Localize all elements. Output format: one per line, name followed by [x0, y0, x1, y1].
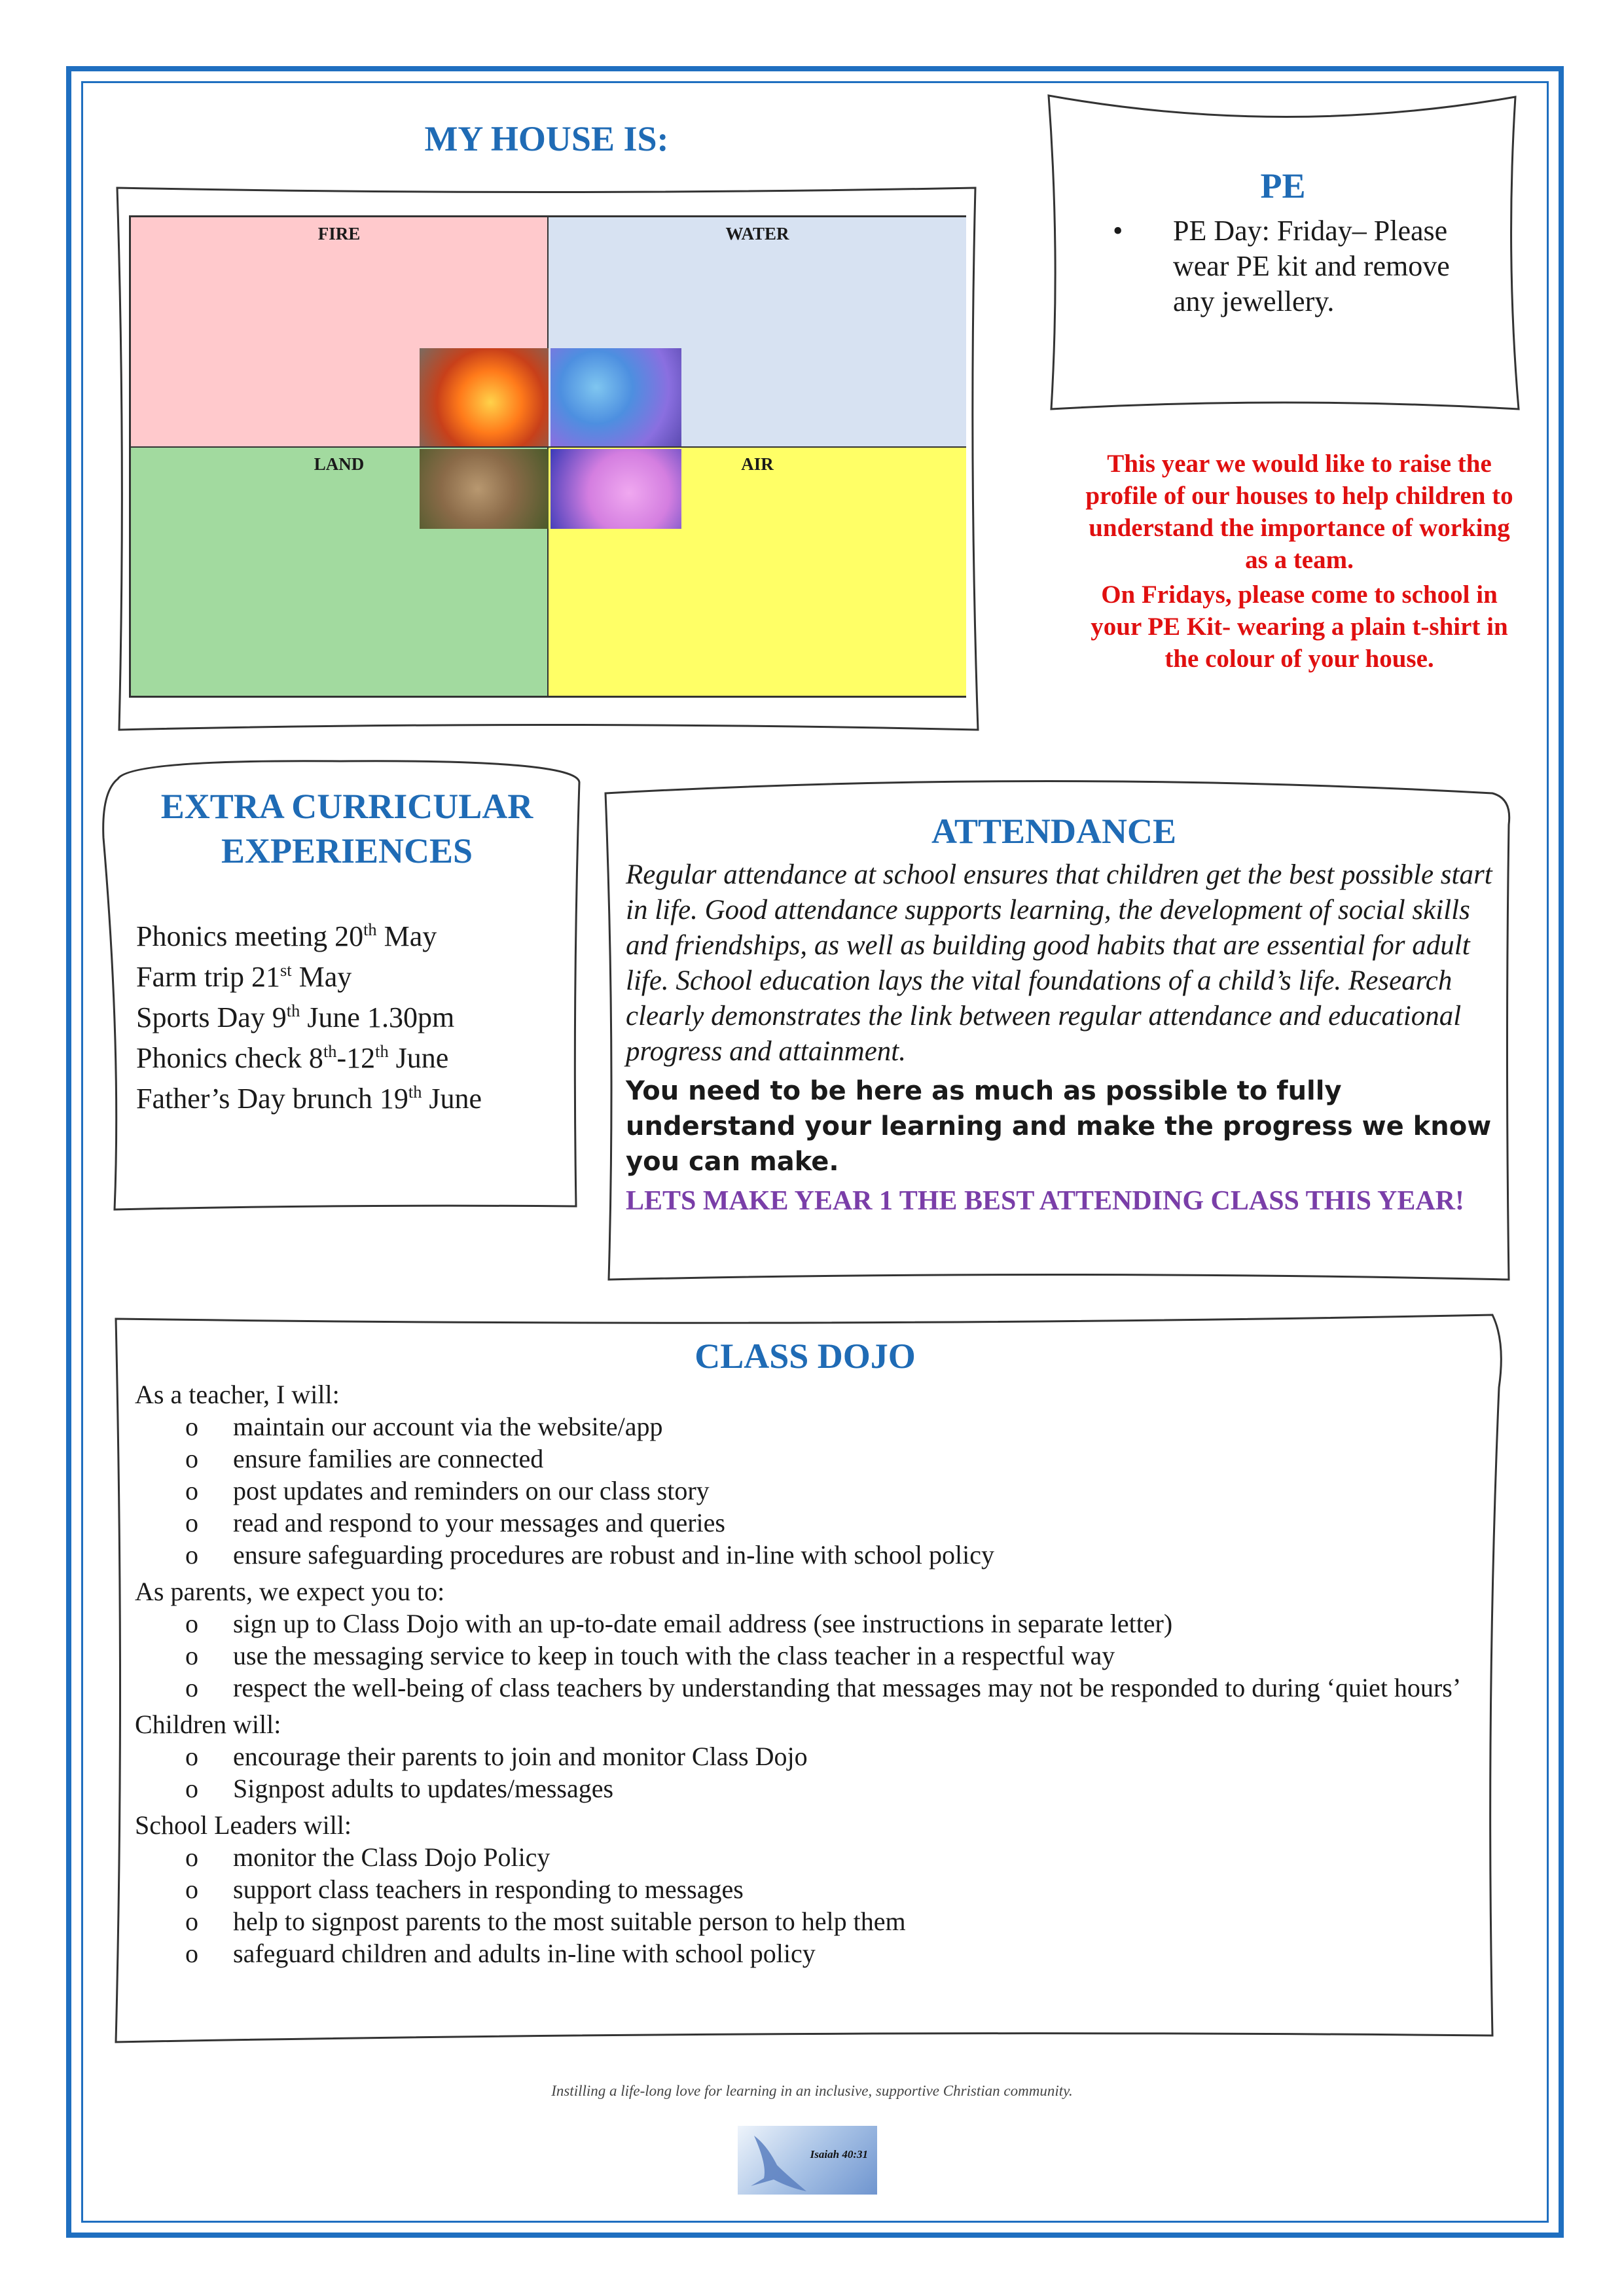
house-air-label: AIR: [741, 454, 774, 474]
house-notice: [1080, 448, 1519, 675]
attendance-body: [626, 857, 1503, 1219]
circle-bullet-icon: o: [185, 1476, 198, 1505]
circle-bullet-icon: o: [185, 1742, 198, 1771]
ece-item: Father’s Day brunch 19th June: [136, 1082, 482, 1115]
dojo-section-heading: As a teacher, I will:: [135, 1380, 340, 1409]
circle-bullet-icon: o: [185, 1939, 198, 1968]
house-title: MY HOUSE IS:: [424, 119, 669, 158]
dojo-item-text: post updates and reminders on our class story: [233, 1476, 710, 1505]
circle-bullet-icon: o: [185, 1444, 198, 1473]
house-grid: [129, 215, 966, 698]
dojo-section-heading: Children will:: [135, 1710, 281, 1739]
air-character-image: [550, 449, 681, 529]
dojo-list-item: [135, 1873, 1483, 1905]
dojo-item-text: encourage their parents to join and monitor Class Dojo: [233, 1742, 808, 1771]
land-character-image: [420, 449, 549, 529]
dojo-list-item: [135, 1905, 1483, 1937]
dojo-item-text: help to signpost parents to the most suitable person to help them: [233, 1907, 906, 1936]
circle-bullet-icon: o: [185, 1508, 198, 1537]
dojo-list-item: [135, 1443, 1483, 1475]
ece-title: EXTRA CURRICULAR EXPERIENCES: [160, 787, 533, 870]
house-water-label: WATER: [725, 224, 789, 243]
circle-bullet-icon: o: [185, 1641, 198, 1670]
dojo-item-text: monitor the Class Dojo Policy: [233, 1842, 550, 1872]
pe-item-text: PE Day: Friday– Please wear PE kit and remove any jewellery.: [1173, 215, 1450, 317]
house-fire-label: FIRE: [317, 224, 361, 243]
dojo-list-item: [135, 1841, 1483, 1873]
dojo-item-text: maintain our account via the website/app: [233, 1412, 663, 1441]
dojo-list-item: [135, 1772, 1483, 1804]
dojo-list-item: [135, 1672, 1483, 1704]
dojo-item-text: read and respond to your messages and queries: [233, 1508, 725, 1537]
ece-item: Farm trip 21st May: [136, 960, 352, 993]
eagle-logo: [738, 2126, 877, 2195]
bullet-icon: •: [1113, 215, 1123, 247]
circle-bullet-icon: o: [185, 1907, 198, 1936]
dojo-list-item: [135, 1410, 1483, 1443]
ece-list: [136, 916, 482, 1119]
logo-text: Isaiah 40:31: [810, 2148, 868, 2161]
circle-bullet-icon: o: [185, 1412, 198, 1441]
ece-item: Sports Day 9th June 1.30pm: [136, 1001, 455, 1033]
ece-item: Phonics meeting 20th May: [136, 920, 437, 952]
dojo-list-item: [135, 1507, 1483, 1539]
ece-item: Phonics check 8th-12th June: [136, 1041, 449, 1074]
dojo-item-text: respect the well-being of class teachers by understanding that messages may not be responded to during ‘quiet hours’: [233, 1673, 1462, 1702]
dojo-list-item: [135, 1937, 1483, 1969]
house-land-label: LAND: [314, 454, 365, 474]
circle-bullet-icon: o: [185, 1540, 198, 1570]
circle-bullet-icon: o: [185, 1874, 198, 1904]
attendance-paragraph: Regular attendance at school ensures that children get the best possible start in life. Good attendance supports learning, the development of social skills and friendships, as well as building good habits that are essential for adult life. School education lays the vital foundations of a child’s life. Research clearly demonstrates the link between regular attendance and educational progress and attainment.: [626, 859, 1492, 1067]
dojo-title: CLASS DOJO: [695, 1336, 916, 1376]
notice-text-1: This year we would like to raise the profile of our houses to help children to understand the importance of working as a team.: [1085, 450, 1513, 574]
fire-character-image: [420, 348, 549, 446]
dojo-list-item: [135, 1640, 1483, 1672]
dojo-list-item: [135, 1740, 1483, 1772]
dojo-item-text: Signpost adults to updates/messages: [233, 1774, 614, 1803]
notice-text-2: On Fridays, please come to school in your PE Kit- wearing a plain t-shirt in the colour of your house.: [1091, 581, 1508, 673]
dojo-item-text: ensure families are connected: [233, 1444, 544, 1473]
attendance-slogan: LETS MAKE YEAR 1 THE BEST ATTENDING CLASS THIS YEAR!: [626, 1186, 1464, 1216]
dojo-section-heading: As parents, we expect you to:: [135, 1577, 445, 1606]
footer-motto: Instilling a life-long love for learning in an inclusive, supportive Christian community.: [551, 2083, 1073, 2099]
circle-bullet-icon: o: [185, 1774, 198, 1803]
dojo-list-item: [135, 1539, 1483, 1571]
pe-list: [1113, 213, 1492, 319]
pe-item: [1113, 213, 1492, 319]
circle-bullet-icon: o: [185, 1673, 198, 1702]
dojo-item-text: support class teachers in responding to messages: [233, 1874, 744, 1904]
attendance-title: ATTENDANCE: [931, 812, 1177, 851]
dojo-item-text: use the messaging service to keep in touch with the class teacher in a respectful way: [233, 1641, 1115, 1670]
dojo-content: [135, 1378, 1483, 1969]
dojo-section-heading: School Leaders will:: [135, 1810, 352, 1840]
dojo-item-text: safeguard children and adults in-line with school policy: [233, 1939, 816, 1968]
pe-title: PE: [1260, 166, 1306, 206]
attendance-emphasis: You need to be here as much as possible to fully understand your learning and make the progress we know you can make.: [626, 1076, 1492, 1177]
water-character-image: [550, 348, 681, 446]
circle-bullet-icon: o: [185, 1842, 198, 1872]
dojo-list-item: [135, 1475, 1483, 1507]
dojo-list-item: [135, 1607, 1483, 1640]
dojo-item-text: ensure safeguarding procedures are robust and in-line with school policy: [233, 1540, 994, 1570]
circle-bullet-icon: o: [185, 1609, 198, 1638]
dojo-item-text: sign up to Class Dojo with an up-to-date email address (see instructions in separate letter): [233, 1609, 1173, 1638]
